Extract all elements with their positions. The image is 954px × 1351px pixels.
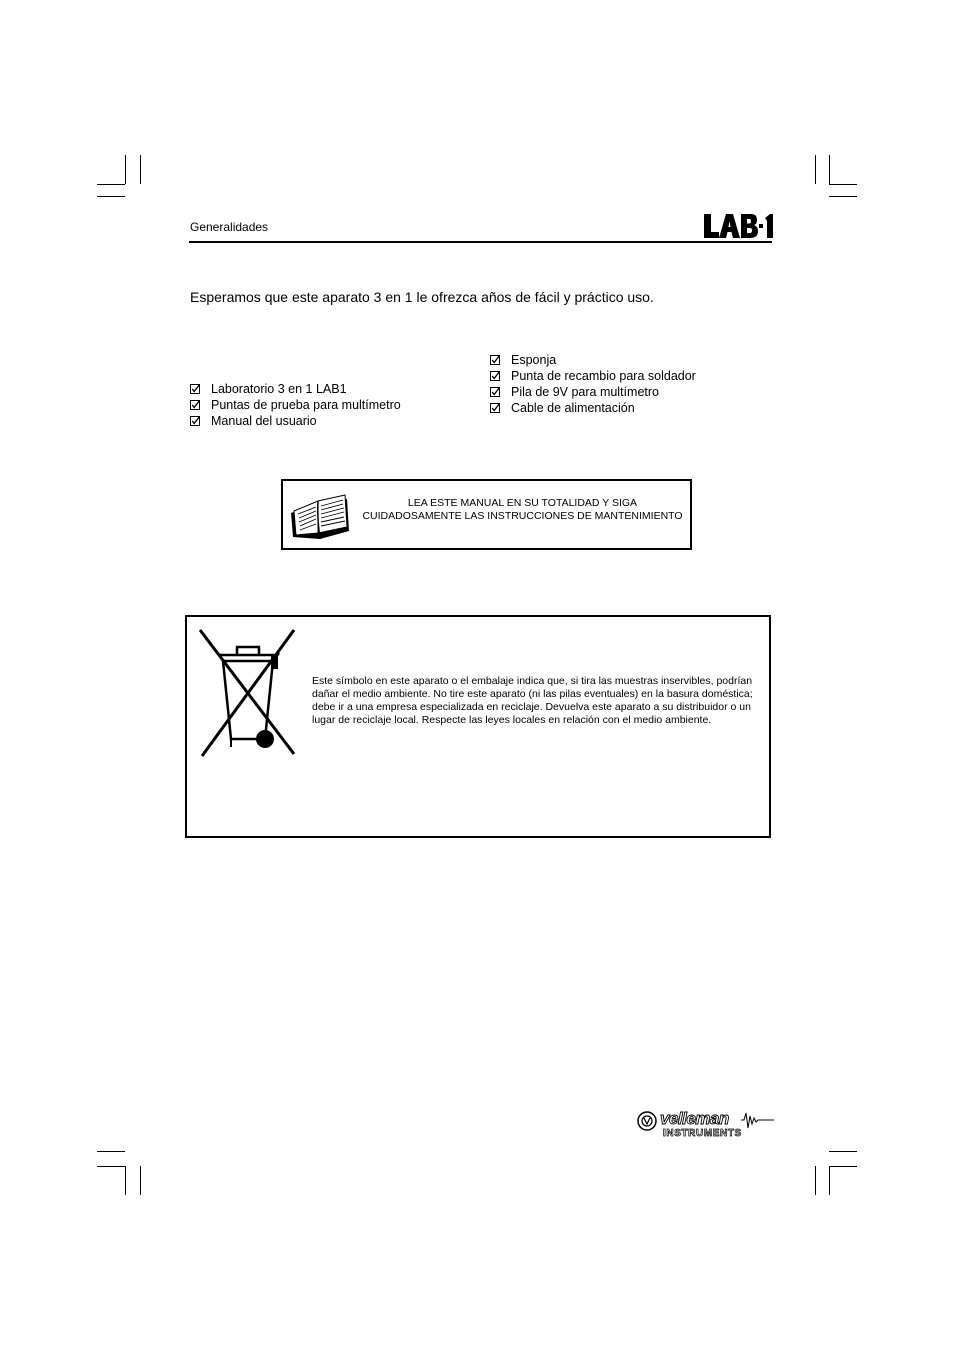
list-item-label: Pila de 9V para multímetro — [511, 385, 659, 399]
header-rule — [189, 241, 772, 243]
list-item — [190, 397, 401, 413]
lab1-logo — [702, 210, 774, 240]
weee-notice — [185, 615, 771, 838]
list-item — [490, 368, 696, 384]
checked-box-icon — [190, 384, 200, 394]
velleman-brand: velleman — [660, 1109, 729, 1128]
velleman-instruments-logo — [637, 1108, 775, 1138]
list-item — [490, 384, 696, 400]
checked-box-icon — [490, 403, 500, 413]
intro-text: Esperamos que este aparato 3 en 1 le ofrezca años de fácil y práctico uso. — [190, 289, 654, 305]
list-item-label: Cable de alimentación — [511, 401, 635, 415]
weee-notice-text: Este símbolo en este aparato o el embalaje indica que, si tira las muestras inservibles, podrían dañar el medio ambiente. No tire este aparato (ni las pilas eventuales) en la basura doméstica; debe ir a una empresa especializada en reciclaje. Devuelva este aparato a su distribuidor o un lugar de reciclaje local. Respecte las leyes locales en relación con el medio ambiente. — [312, 675, 753, 726]
velleman-subtitle: INSTRUMENTS — [663, 1128, 742, 1138]
list-item — [490, 352, 696, 368]
list-item-label: Punta de recambio para soldador — [511, 369, 696, 383]
list-item-label: Esponja — [511, 353, 557, 367]
list-item — [190, 381, 401, 397]
read-manual-line-1: LEA ESTE MANUAL EN SU TOTALIDAD Y SIGA — [407, 497, 638, 509]
list-item-label: Manual del usuario — [211, 414, 317, 428]
list-item — [490, 400, 696, 416]
checked-box-icon — [490, 355, 500, 365]
crossed-out-wheelie-bin-icon — [197, 627, 297, 762]
package-contents-list-left — [190, 381, 401, 429]
read-manual-line-2: CUIDADOSAMENTE LAS INSTRUCCIONES DE MANTENIMIENTO — [362, 510, 683, 522]
checked-box-icon — [190, 400, 200, 410]
list-item-label: Laboratorio 3 en 1 LAB1 — [211, 382, 347, 396]
checked-box-icon — [490, 371, 500, 381]
list-item — [190, 413, 401, 429]
list-item-label: Puntas de prueba para multímetro — [211, 398, 401, 412]
open-book-icon — [287, 487, 353, 543]
read-manual-notice — [281, 479, 692, 550]
package-contents-list-right — [490, 352, 696, 416]
section-title: Generalidades — [190, 220, 269, 234]
lab1-logo-text: LAB-1 — [702, 210, 705, 211]
read-manual-text — [355, 497, 690, 523]
checked-box-icon — [490, 387, 500, 397]
checked-box-icon — [190, 416, 200, 426]
